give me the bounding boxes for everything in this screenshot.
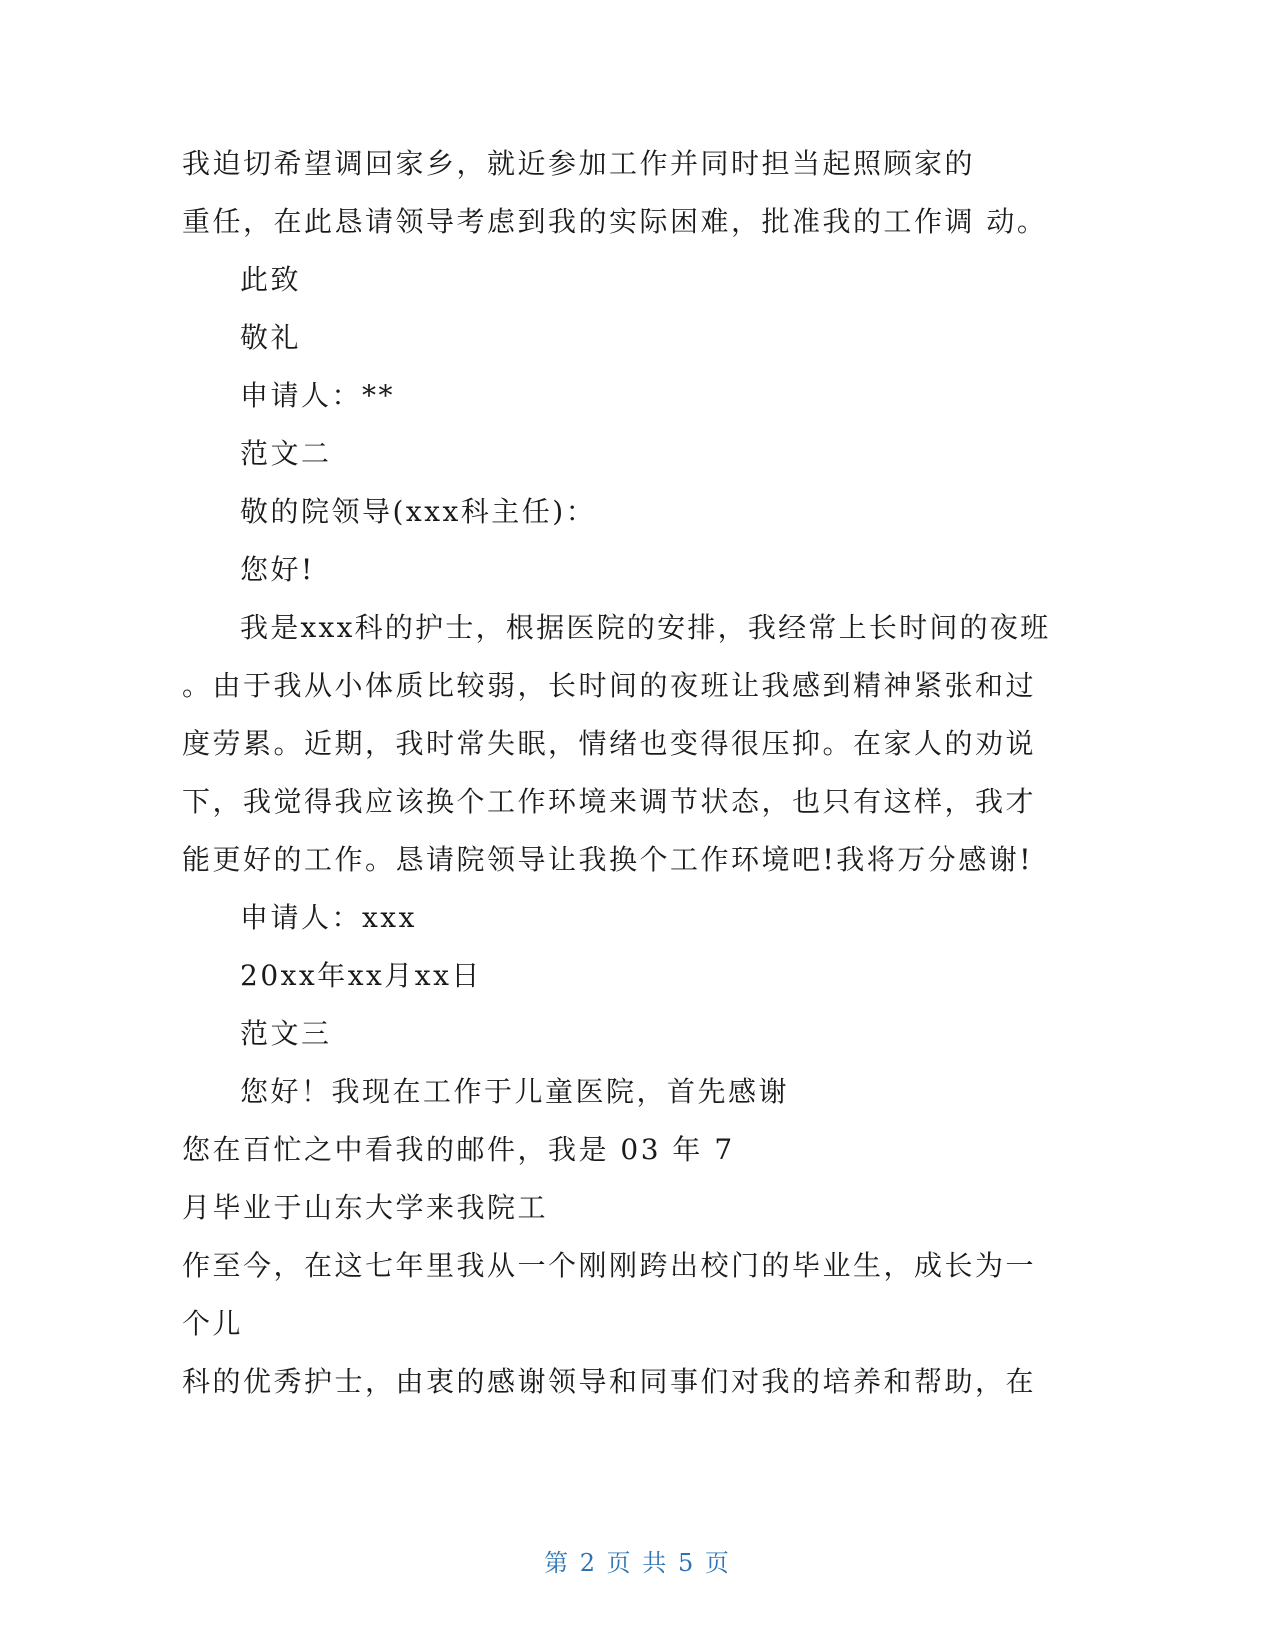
body-line: 您好！我现在工作于儿童医院，首先感谢 <box>240 1075 790 1108</box>
greeting-line: 您好! <box>240 553 315 586</box>
section-heading: 范文二 <box>240 437 332 470</box>
body-line: 度劳累。近期，我时常失眠，情绪也变得很压抑。在家人的劝说 <box>182 727 1037 760</box>
body-line: 个儿 <box>182 1307 244 1340</box>
greeting-line: 敬的院领导(xxx科主任)： <box>240 495 597 528</box>
body-line: 月毕业于山东大学来我院工 <box>182 1191 549 1224</box>
salutation-closing: 敬礼 <box>240 321 302 354</box>
body-line: 作至今，在这七年里我从一个刚刚跨出校门的毕业生，成长为一 <box>182 1249 1037 1282</box>
body-line: 。由于我从小体质比较弱，长时间的夜班让我感到精神紧张和过 <box>182 669 1037 702</box>
body-line: 下，我觉得我应该换个工作环境来调节状态，也只有这样，我才 <box>182 785 1037 818</box>
salutation-closing: 此致 <box>240 263 302 296</box>
body-line: 我是xxx科的护士，根据医院的安排，我经常上长时间的夜班 <box>240 611 1051 644</box>
body-line: 科的优秀护士，由衷的感谢领导和同事们对我的培养和帮助，在 <box>182 1365 1037 1398</box>
date-line: 20xx年xx月xx日 <box>240 959 482 992</box>
section-heading: 范文三 <box>240 1017 332 1050</box>
body-line: 我迫切希望调回家乡，就近参加工作并同时担当起照顾家的 <box>182 147 976 180</box>
body-line: 能更好的工作。恳请院领导让我换个工作环境吧!我将万分感谢! <box>182 843 1034 876</box>
signature-line: 申请人：xxx <box>240 901 417 934</box>
signature-line: 申请人：** <box>240 379 396 412</box>
body-line: 您在百忙之中看我的邮件，我是 03 年 7 <box>182 1133 735 1166</box>
page-number-footer: 第 2 页 共 5 页 <box>544 1549 731 1577</box>
body-line: 重任，在此恳请领导考虑到我的实际困难，批准我的工作调 动。 <box>182 205 1048 238</box>
